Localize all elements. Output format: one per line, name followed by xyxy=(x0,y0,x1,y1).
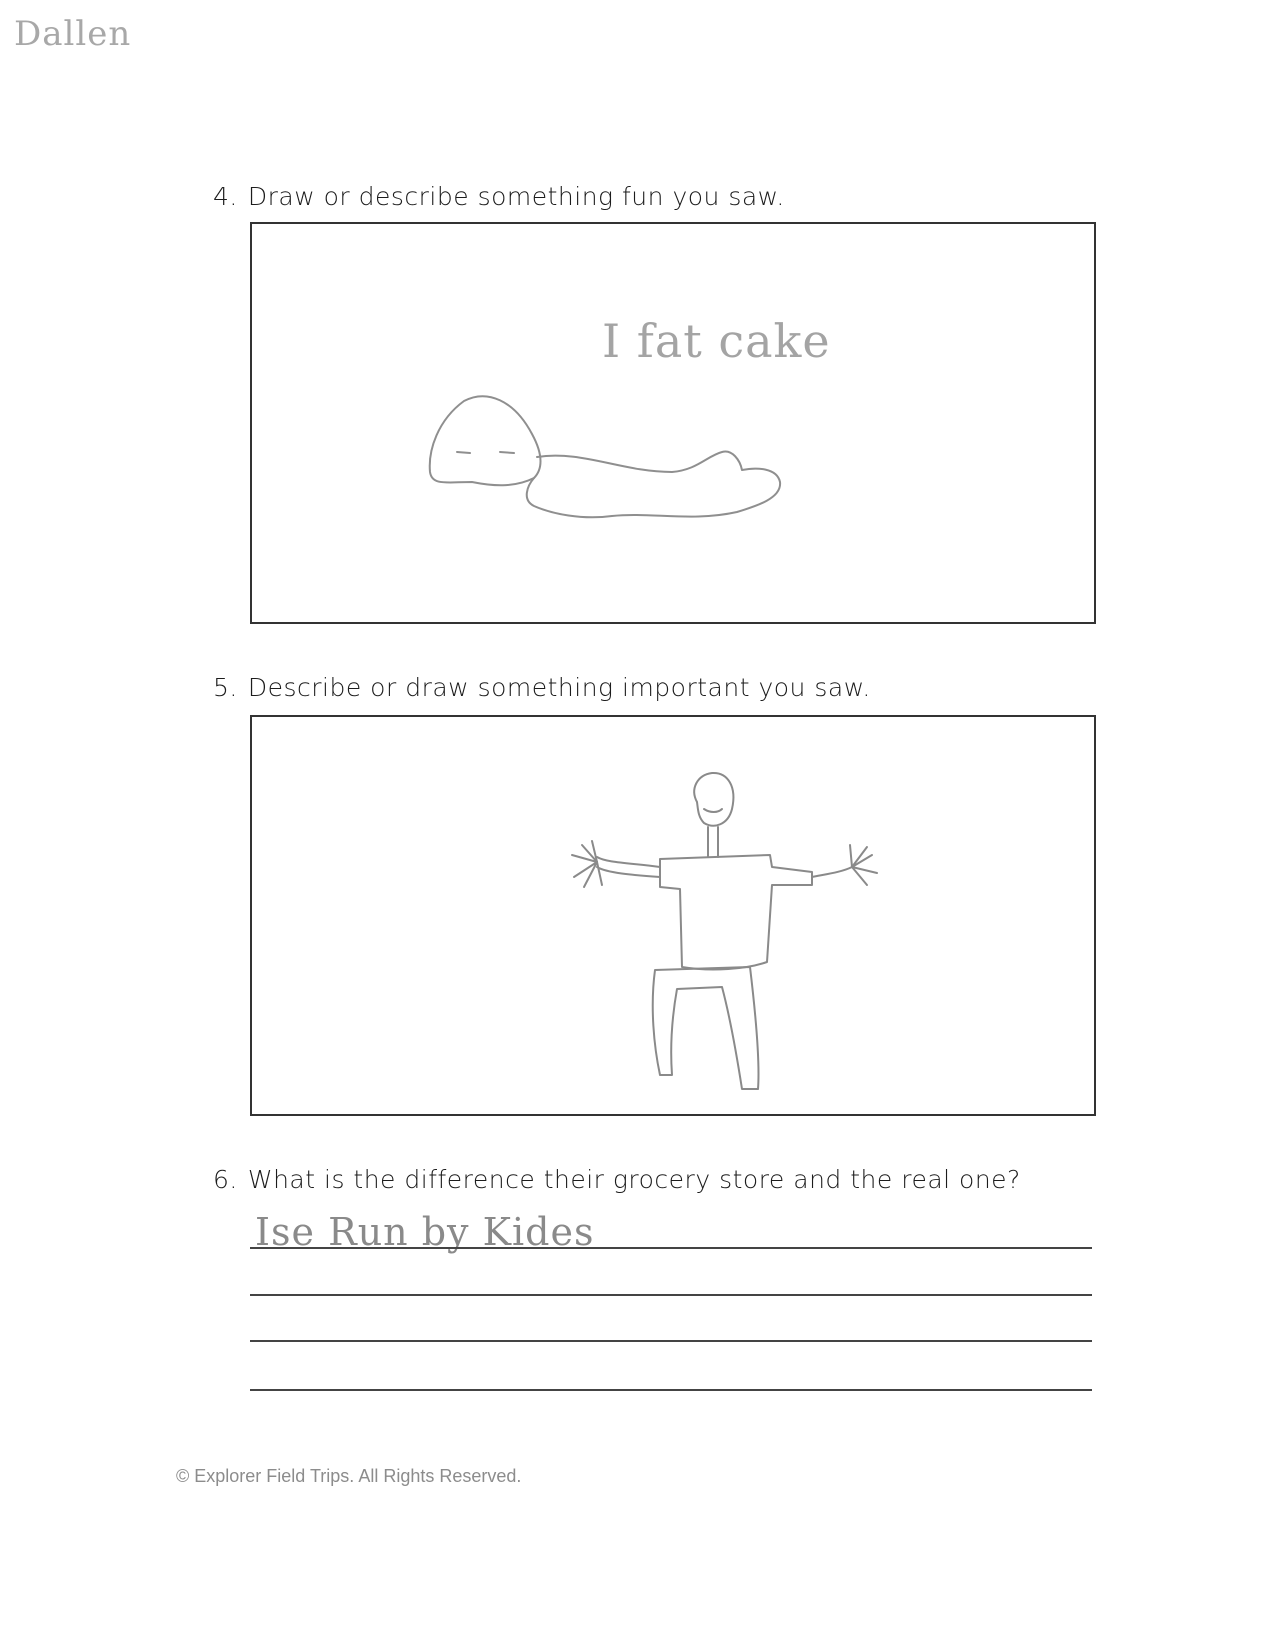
student-name: Dallen xyxy=(14,14,132,54)
question-4 xyxy=(213,182,785,211)
question-6 xyxy=(213,1165,1021,1194)
question-5-number: 5. xyxy=(213,673,238,702)
fish-drawing xyxy=(252,224,1094,622)
copyright-footer: © Explorer Field Trips. All Rights Reserved. xyxy=(176,1466,522,1486)
question-4-text: Draw or describe something fun you saw. xyxy=(247,182,785,211)
answer-line-2[interactable] xyxy=(250,1294,1092,1296)
question-6-written-answer: Ise Run by Kides xyxy=(255,1210,595,1254)
question-6-text: What is the difference their grocery store and the real one? xyxy=(247,1165,1021,1194)
question-5-text: Describe or draw something important you saw. xyxy=(247,673,871,702)
answer-line-1[interactable] xyxy=(250,1247,1092,1249)
answer-line-4[interactable] xyxy=(250,1389,1092,1391)
question-6-number: 6. xyxy=(213,1165,238,1194)
answer-line-3[interactable] xyxy=(250,1340,1092,1342)
question-5 xyxy=(213,673,871,702)
question-4-number: 4. xyxy=(213,182,238,211)
answer-box-4[interactable] xyxy=(250,222,1096,624)
fish-caption: I fat cake xyxy=(602,314,831,368)
person-drawing xyxy=(252,717,1094,1114)
answer-box-5[interactable] xyxy=(250,715,1096,1116)
